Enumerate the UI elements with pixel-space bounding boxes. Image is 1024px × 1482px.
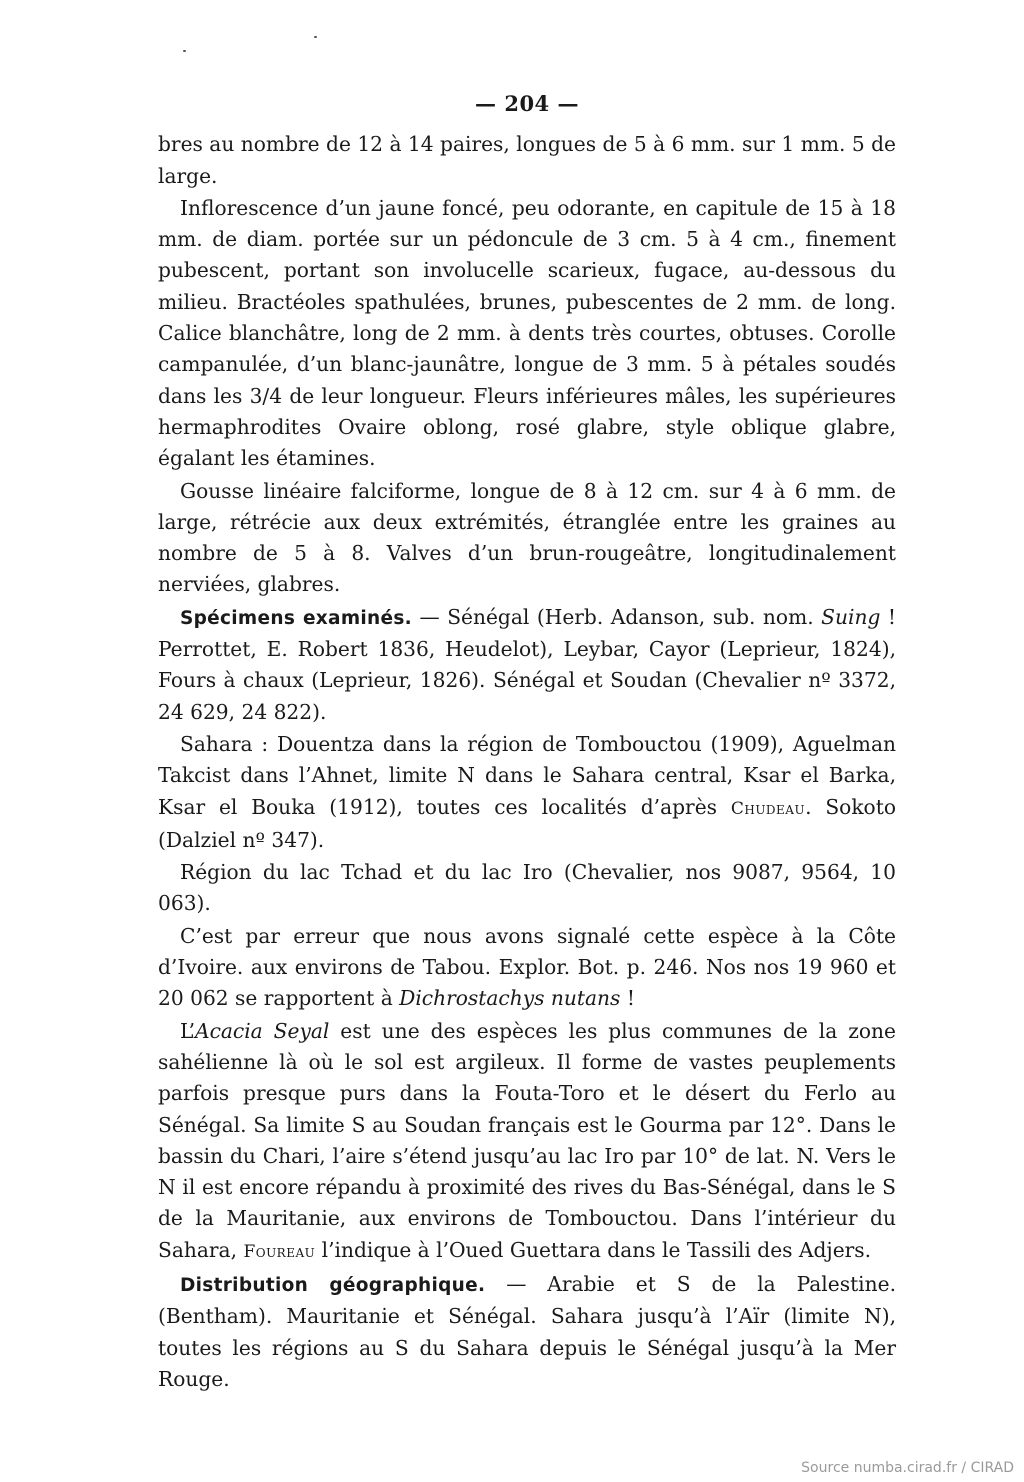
text-run: C’est par erreur que nous avons signalé cette espèce à la Côte d’Ivoire. aux environs de Tabou. Explor. Bot. p. 246. Nos nos 19 960 et 20 062 se rapportent à — [158, 923, 896, 1011]
paragraph-erratum — [158, 921, 896, 1015]
text-run: L’ — [180, 1018, 195, 1043]
paragraph-inflorescence: Inflorescence d’un jaune foncé, peu odorante, en capitule de 15 à 18 mm. de diam. portée sur un pédoncule de 3 cm. 5 à 4 cm., finement pubescent, portant son involucelle scarieux, fugace, au-dessous du milieu. Bractéoles spathulées, brunes, pubescentes de 2 mm. de long. Calice blanchâtre, long de 2 mm. à dents très courtes, obtuses. Corolle campanulée, d’un blanc-jaunâtre, longue de 3 mm. 5 à pétales soudés dans les 3/4 de leur longueur. Fleurs inférieures mâles, les supérieures hermaphrodites Ovaire oblong, rosé glabre, style oblique glabre, égalant les étamines. — [158, 195, 896, 471]
paragraph-tchad: Région du lac Tchad et du lac Iro (Chevalier, nos 9087, 9564, 10 063). — [158, 860, 896, 916]
paragraph-sahara — [158, 729, 896, 856]
section-label-specimens: Spécimens examinés. — [180, 607, 412, 629]
document-page — [158, 88, 896, 1395]
paragraph-acacia-seyal — [158, 1016, 896, 1268]
paragraph-distribution — [158, 1269, 896, 1395]
section-label-distribution: Distribution géographique. — [180, 1274, 486, 1296]
page-number: — 204 — — [475, 91, 579, 116]
italic-name: Suing — [821, 604, 881, 629]
italic-name: Acacia Seyal — [194, 1018, 330, 1043]
text-run: . Sokoto (Dalziel nº 347). — [158, 794, 896, 852]
text-run: — Sénégal (Herb. Adanson, sub. nom. — [412, 604, 822, 629]
scan-speck — [314, 36, 317, 38]
author-name: Foureau — [243, 1241, 316, 1262]
text-run: l’indique à l’Oued Guettara dans le Tassili des Adjers. — [315, 1237, 872, 1262]
text-run: est une des espèces les plus communes de la zone sahélienne là où le sol est argileux. Il forme de vastes peuplements parfois presque purs dans la Fouta-Toro et le désert du Ferlo au Sénégal. Sa limite S au Soudan français est le Gourma par 12°. Dans le bassin du Chari, l’aire s’étend jusqu’au lac Iro par 10° de lat. N. Vers le N il est encore répandu à proximité des rives du Bas-Sénégal, dans le S de la Mauritanie, aux environs de Tombouctou. Dans l’intérieur du Sahara, — [158, 1018, 897, 1262]
source-footer: Source numba.cirad.fr / CIRAD — [801, 1460, 1014, 1476]
text-run: — Arabie et S de la Palestine. (Bentham). Mauritanie et Sénégal. Sahara jusqu’à l’Aïr (limite N), toutes les régions au S du Sahara depuis le Sénégal jusqu’à la Mer Rouge. — [158, 1271, 897, 1391]
text-run: Sahara : Douentza dans la région de Tombouctou (1909), Aguelman Takcist dans l’Ahnet, limite N dans le Sahara central, Ksar el Barka, Ksar el Bouka (1912), toutes ces localités d’après — [158, 731, 896, 819]
text-run: ! — [620, 986, 635, 1011]
paragraph-specimens — [158, 602, 896, 728]
scan-speck — [183, 50, 186, 52]
italic-name: Dichrostachys nutans — [399, 986, 621, 1011]
paragraph-gousse: Gousse linéaire falciforme, longue de 8 à 12 cm. sur 4 à 6 mm. de large, rétrécie aux deux extrémités, étranglée entre les graines au nombre de 5 à 8. Valves d’un brun-rougeâtre, longitudinalement nerviées, glabres. — [158, 478, 896, 597]
author-name: Chudeau — [730, 798, 806, 819]
text-run: ! Perrottet, E. Robert 1836, Heudelot), Leybar, Cayor (Leprieur, 1824), Fours à chaux (Leprieur, 1826). Sénégal et Soudan (Chevalier nº 3372, 24 629, 24 822). — [158, 604, 896, 724]
paragraph-continuation: bres au nombre de 12 à 14 paires, longues de 5 à 6 mm. sur 1 mm. 5 de large. — [158, 132, 896, 188]
